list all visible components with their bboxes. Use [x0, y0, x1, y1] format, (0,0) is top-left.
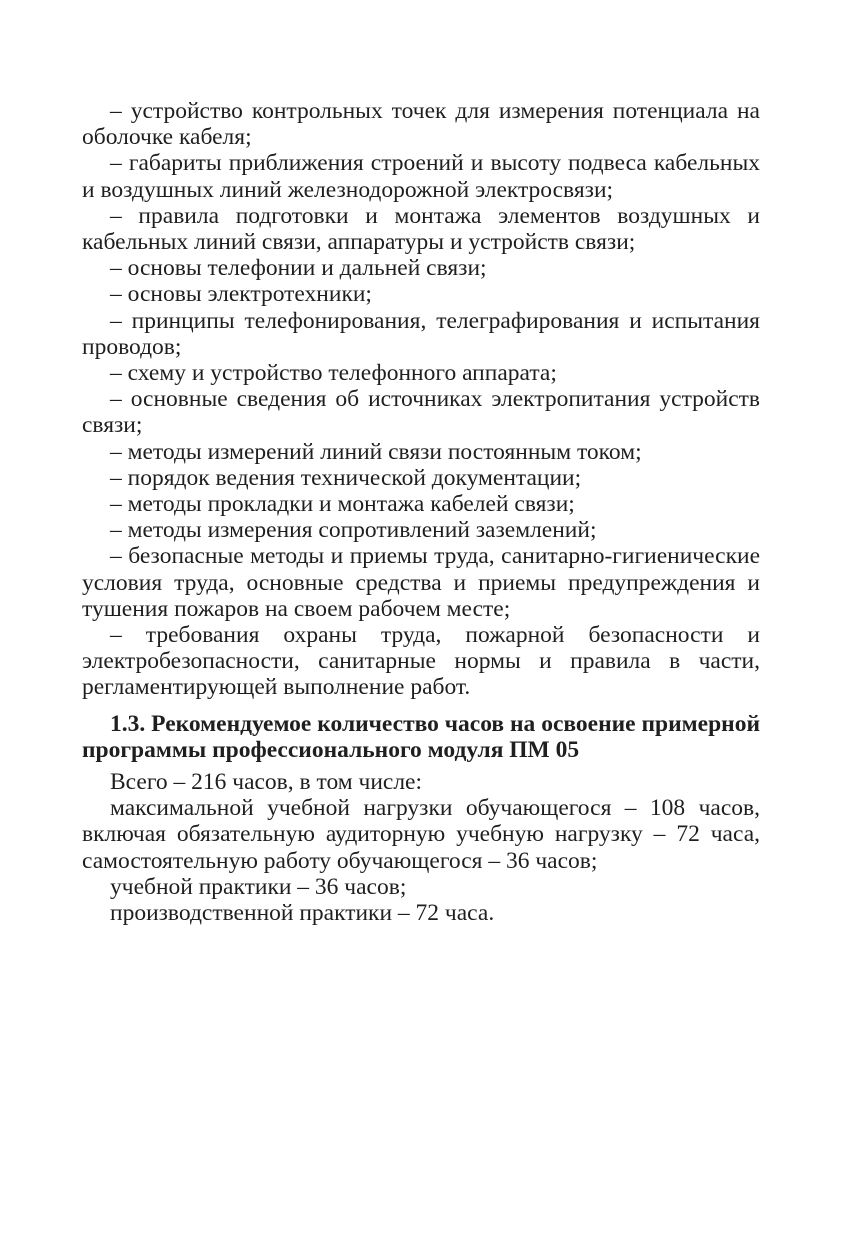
list-item: – основные сведения об источниках электропитания устройств связи; [82, 386, 760, 439]
list-item: – правила подготовки и монтажа элементов воздушных и кабельных линий связи, аппаратуры и устройств связи; [82, 202, 760, 256]
list-item: – порядок ведения технической документации; [110, 464, 582, 491]
requirements-list [82, 98, 760, 701]
practice-hours: учебной практики – 36 часов; [110, 873, 407, 900]
list-item: – основы телефонии и дальней связи; [110, 255, 487, 282]
document-page [82, 98, 760, 926]
list-item: – требования охраны труда, пожарной безопасности и электробезопасности, санитарные нормы и правила в части, регламентирующей выполнение работ. [82, 622, 760, 701]
total-hours: Всего – 216 часов, в том числе: [110, 769, 423, 796]
list-item: – схему и устройство телефонного аппарата; [110, 360, 557, 387]
list-item: – основы электротехники; [110, 281, 372, 308]
hours-block [82, 769, 760, 926]
list-item: – габариты приближения строений и высоту подвеса кабельных и воздушных линий железнодорожной электросвязи; [82, 150, 760, 203]
list-item: – методы измерений линий связи постоянным током; [110, 438, 642, 465]
max-load-hours: максимальной учебной нагрузки обучающегося – 108 часов, включая обязательную аудиторную учебную нагрузку – 72 часа, самостоятельную работу обучающегося – 36 часов; [82, 795, 760, 874]
section-heading: 1.3. Рекомендуемое количество часов на освоение примерной программы профессионального модуля ПМ 05 [82, 710, 760, 763]
list-item: – устройство контрольных точек для измерения потенциала на оболочке кабеля; [82, 98, 760, 151]
list-item: – методы измерения сопротивлений заземлений; [110, 517, 597, 544]
production-practice-hours: производственной практики – 72 часа. [110, 900, 495, 927]
list-item: – методы прокладки и монтажа кабелей связи; [110, 491, 575, 518]
list-item: – принципы телефонирования, телеграфирования и испытания проводов; [82, 307, 760, 360]
list-item: – безопасные методы и приемы труда, санитарно-гигиенические условия труда, основные средства и приемы предупреждения и тушения пожаров на своем рабочем месте; [82, 543, 760, 622]
